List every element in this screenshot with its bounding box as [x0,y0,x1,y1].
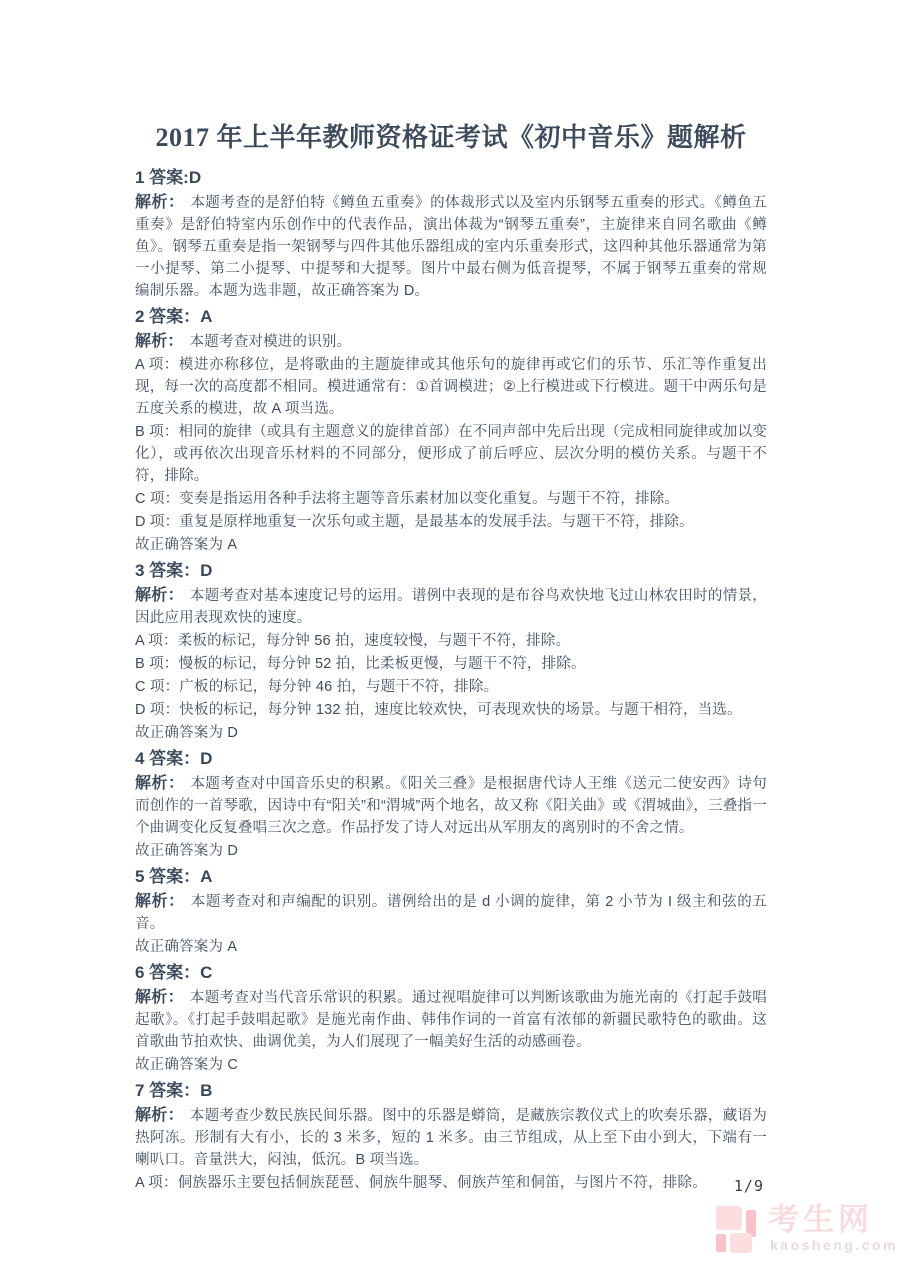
analysis-paragraph: 解析： 本题考查少数民族民间乐器。图中的乐器是蟒筒，是藏族宗教仪式上的吹奏乐器，藏语为热阿冻。形制有大有小，长的 3 米多，短的 1 米多。由三节组成，从上至下由小到大，下端有一喇叭口。音量洪大，闷浊，低沉。B 项当选。 [135,1107,767,1168]
analysis-label: 解析： [135,893,185,910]
logo-block-light-top [716,1206,742,1230]
text-paragraph: A 项：柔板的标记，每分钟 56 拍，速度较慢，与题干不符，排除。 [135,633,571,649]
page-title: 2017 年上半年教师资格证考试《初中音乐》题解析 [155,123,747,152]
question-block [135,305,767,556]
analysis-label: 解析： [135,333,184,350]
analysis-label: 解析： [135,194,185,211]
question-answer-heading: 6 答案：C [135,963,213,982]
questions-section [135,166,767,1194]
text-paragraph: 故正确答案为 A [135,537,238,553]
text-paragraph: B 项：相同的旋律（或具有主题意义的旋律首部）在不同声部中先后出现（完成相同旋律或加以变化），或再依次出现音乐材料的不同部分，便形成了前后呼应、层次分明的模仿关系。与题干不符，排除。 [135,424,767,484]
text-paragraph: 故正确答案为 D [135,843,239,859]
question-answer-heading: 1 答案:D [135,168,202,187]
text-paragraph: 故正确答案为 A [135,939,238,955]
kaosheng-logo-icon [710,1203,762,1255]
analysis-paragraph: 解析： 本题考查的是舒伯特《鳟鱼五重奏》的体裁形式以及室内乐钢琴五重奏的形式。《鳟鱼五重奏》是舒伯特室内乐创作中的代表作品，演出体裁为“钢琴五重奏”，主旋律来自同名歌曲《鳟鱼》。钢琴五重奏是指一架钢琴与四件其他乐器组成的室内乐重奏形式，这四种其他乐器通常为第一小提琴、第二小提琴、中提琴和大提琴。图片中最右侧为低音提琴，不属于钢琴五重奏的常规编制乐器。本题为选非题，故正确答案为 D。 [135,194,767,299]
page-number: 1/9 [733,1177,764,1195]
question-block [135,961,767,1076]
text-paragraph: A 项：侗族器乐主要包括侗族琵琶、侗族牛腿琴、侗族芦笙和侗笛，与图片不符，排除。 [135,1175,707,1191]
question-answer-heading: 5 答案：A [135,867,213,886]
question-answer-heading: 7 答案：B [135,1081,213,1100]
analysis-label: 解析： [135,775,185,792]
question-block [135,1079,767,1194]
document-content [135,120,767,1195]
question-answer-heading: 4 答案：D [135,749,213,768]
text-paragraph: D 项：快板的标记，每分钟 132 拍，速度比较欢快，可表现欢快的场景。与题干相符，当选。 [135,702,742,718]
text-paragraph: 故正确答案为 D [135,725,239,741]
analysis-label: 解析： [135,587,184,604]
analysis-label: 解析： [135,1107,184,1124]
watermark-domain-text: kaosheng.com [770,1237,899,1253]
watermark-brand-text: 考生网 [768,1202,873,1237]
question-block [135,559,767,744]
text-paragraph: 故正确答案为 C [135,1057,239,1073]
question-block [135,166,767,302]
analysis-paragraph: 解析： 本题考查对和声编配的识别。谱例给出的是 d 小调的旋律，第 2 小节为 I 级主和弦的五音。 [135,893,767,932]
analysis-paragraph: 解析： 本题考查对基本速度记号的运用。谱例中表现的是布谷鸟欢快地飞过山林农田时的情景，因此应用表现欢快的速度。 [135,587,767,626]
analysis-paragraph: 解析： 本题考查对模进的识别。 [135,333,352,350]
text-paragraph: B 项：慢板的标记，每分钟 52 拍，比柔板更慢，与题干不符，排除。 [135,656,586,672]
analysis-paragraph: 解析： 本题考查对当代音乐常识的积累。通过视唱旋律可以判断该歌曲为施光南的《打起手鼓唱起歌》。《打起手鼓唱起歌》是施光南作曲、韩伟作词的一首富有浓郁的新疆民歌特色的歌曲。这首歌曲节拍欢快、曲调优美，为人们展现了一幅美好生活的动感画卷。 [135,989,767,1050]
text-paragraph: C 项：变奏是指运用各种手法将主题等音乐素材加以变化重复。与题干不符，排除。 [135,491,680,507]
text-paragraph: D 项：重复是原样地重复一次乐句或主题，是最基本的发展手法。与题干不符，排除。 [135,514,694,530]
analysis-paragraph: 解析： 本题考查对中国音乐史的积累。《阳关三叠》是根据唐代诗人王维《送元二使安西》诗句而创作的一首琴歌，因诗中有“阳关”和“渭城”两个地名，故又称《阳关曲》或《渭城曲》，三叠指一个曲调变化反复叠唱三次之意。作品抒发了诗人对远出从军朋友的离别时的不舍之情。 [135,775,767,836]
logo-block-dark-bottom [716,1234,726,1252]
analysis-label: 解析： [135,989,184,1006]
question-block [135,865,767,958]
text-paragraph: C 项：广板的标记，每分钟 46 拍，与题干不符，排除。 [135,679,499,695]
question-block [135,747,767,862]
logo-block-light-bottom [730,1233,752,1253]
kaosheng-watermark [710,1202,899,1261]
text-paragraph: A 项：模进亦称移位，是将歌曲的主题旋律或其他乐句的旋律再或它们的乐节、乐汇等作重复出现，每一次的高度都不相同。模进通常有：①首调模进；②上行模进或下行模进。题干中两乐句是五度关系的模进，故 A 项当选。 [135,357,767,417]
question-answer-heading: 2 答案：A [135,307,213,326]
question-answer-heading: 3 答案：D [135,561,213,580]
